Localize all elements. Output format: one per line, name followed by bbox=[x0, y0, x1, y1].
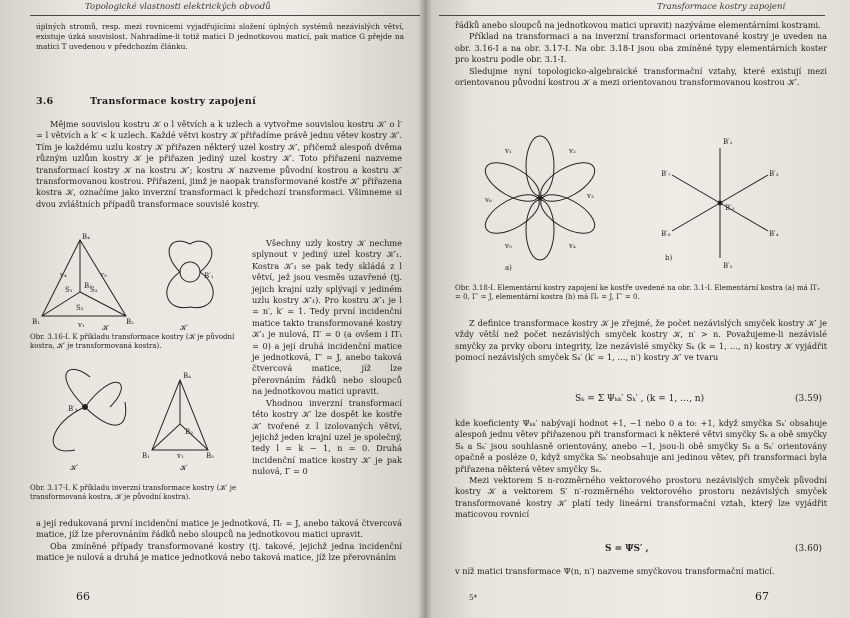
right-top-text bbox=[455, 20, 827, 88]
right-para-7: v níž matici transformace Ψ(n, n′) nazveme smyčkovou transformační maticí. bbox=[455, 566, 775, 576]
book-gutter bbox=[418, 0, 432, 618]
fig1-b2: B₂ bbox=[126, 318, 134, 326]
paragraph: Z definice transformace kostry 𝒦 je zřejmé, že počet nezávislých smyček kostry 𝒦′ je vždy větší než počet nezávislých smyček kostry 𝒦, n′ > n. Považujeme-li nezávislé smyčky za prvky oboru integrity, lze nezávislé smyčky Sₖ (k = 1, …, n) kostry 𝒦 vyjádřit pomocí nezávislých smyček Sₖ′ (k′ = 1, …, n′) kostry 𝒦′ ve tvaru bbox=[455, 318, 827, 363]
left-para-2 bbox=[252, 238, 402, 478]
left-para-1 bbox=[36, 119, 402, 210]
fig3-b3: B′₃ bbox=[769, 170, 779, 178]
equation-3-60-number: (3.60) bbox=[795, 544, 823, 554]
left-top-text: úplných stromů, resp. mezi rovnicemi vyjadřujícími složení úplných systémů nezávislých větví, existuje úzká souvislost. Nahradíme-li totiž matici D jednotkovou maticí, pak matice G přejde na matici T uvedenou v předchozím článku. bbox=[36, 22, 404, 51]
section-title: Transformace kostry zapojení bbox=[90, 96, 256, 107]
right-page-number: 67 bbox=[755, 590, 769, 603]
fig2-b2: B₂ bbox=[206, 452, 214, 460]
equation-3-59-number: (3.59) bbox=[795, 394, 823, 404]
fig3-b2: B′₂ bbox=[723, 138, 733, 146]
left-bottom-text bbox=[36, 518, 402, 564]
fig2-kp: 𝒦′ bbox=[70, 464, 79, 472]
right-page bbox=[425, 0, 850, 618]
fig3-b5: B′₅ bbox=[723, 262, 733, 270]
fig1-v4: v₄ bbox=[60, 271, 67, 279]
fig1-s2: S₂ bbox=[76, 304, 84, 312]
paragraph: řádků anebo sloupců na jednotkovou matici upravit) nazýváme elementárními kostrami. bbox=[455, 20, 821, 30]
fig3-v6: v₆ bbox=[485, 196, 492, 204]
right-para-5 bbox=[455, 418, 827, 521]
fig1-s1: S₁ bbox=[65, 286, 73, 294]
fig3-b1: B′₁ bbox=[725, 204, 735, 212]
right-head-rule bbox=[439, 15, 825, 16]
paragraph: a její redukovaná první incidenční matice je jednotková, Πᵣ = J, anebo taková čtvercová matice, jíž lze přerovnáním řádků nebo sloupců na jednotkovou matici upravit. bbox=[36, 518, 402, 540]
fig2-v1: v₁ bbox=[177, 452, 184, 460]
star-graph bbox=[672, 148, 768, 258]
fig3-a: a) bbox=[505, 264, 512, 272]
paragraph: Příklad na transformaci a na inverzní transformaci orientované kostry je uveden na obr. 3.16-I a na obr. 3.17-I. Na obr. 3.18-I jsou oba zmíněné typy elementárních koster pro kostru podle obr. 3.1-I. bbox=[455, 31, 827, 65]
fig1-b1: B₁ bbox=[32, 318, 40, 326]
paragraph: Mějme souvislou kostru 𝒦 o l větvích a k uzlech a vytvořme souvislou kostru 𝒦′ o l′ = l větvích a k′ < k uzlech. Každé větvi kostry 𝒦 přiřadíme právě jednu větev kostry 𝒦′. Tím je každému uzlu kostry 𝒦 přiřazen některý uzel kostry 𝒦′, přičemž alespoň dvěma různým uzlům kostry 𝒦 je přiřazen jediný uzel kostry 𝒦′. Toto přiřazení nazveme transformací kostry 𝒦 na kostru 𝒦′; kostru 𝒦 nazveme původní kostrou a kostru 𝒦′ transformovanou kostrou. Přiřazení, jimž je naopak transformované kostře 𝒦′ přiřazena kostra 𝒦, označíme jako inverzní transformaci k předchozí transformaci. Všimneme si dvou zvláštních případů transformace souvislé kostry. bbox=[36, 119, 402, 209]
fig3-v4: v₄ bbox=[569, 242, 576, 250]
equation-3-60: S = ΨS′ , bbox=[605, 544, 649, 554]
figure-3-17 bbox=[30, 362, 230, 480]
left-page-number: 66 bbox=[76, 590, 90, 603]
paragraph: Vhodnou inverzní transformací této kostry 𝒦′ lze dospět ke kostře 𝒦′ tvořené z l izolovaných větví, jejichž jeden krajní uzel je společný, tedy l = k − 1, n = 0. Druhá incidenční matice kostry 𝒦′ je pak nulová, Γ = 0 bbox=[252, 397, 402, 477]
fig3-v5: v₅ bbox=[505, 242, 512, 250]
section-number: 3.6 bbox=[36, 96, 54, 107]
left-running-head: Topologické vlastnosti elektrických obvodů bbox=[85, 2, 271, 12]
fig1-s3: S₃ bbox=[90, 286, 98, 294]
fig1-kp: 𝒦′ bbox=[180, 324, 189, 332]
equation-3-59: Sₖ = Σ Ψₖₖ′ Sₖ′ , (k = 1, …, n) bbox=[575, 394, 705, 404]
fig1-v5: v₅ bbox=[100, 271, 107, 279]
fig3-v1: v₁ bbox=[505, 147, 512, 155]
fig3-b4: B′₄ bbox=[769, 230, 779, 238]
paragraph: Sledujme nyní topologicko-algebraické transformační vztahy, které existují mezi orientovanou původní kostrou 𝒦 a mezi orientovanou transformovanou kostrou 𝒦′. bbox=[455, 65, 827, 88]
fig3-b6: B′₆ bbox=[661, 230, 671, 238]
footer-mark: 5* bbox=[469, 594, 477, 602]
paragraph: kde koeficienty Ψₖₖ′ nabývají hodnot +1, −1 nebo 0 a to: +1, když smyčka Sₖ′ obsahuje alespoň jednu větev přiřazenou při transformaci k některé větvi smyčky Sₖ a obě smyčky Sₖ a Sₖ′ jsou souhlasně orientovány, anebo −1, jsou-li obě smyčky Sₖ a Sₖ′ orientovány opačně a posléze 0, když smyčka Sₖ′ neobsahuje ani jedinou větev, při transformaci byla přiřazena některá větev smyčky Sₖ. bbox=[455, 418, 827, 474]
fig3-caption: Obr. 3.18-I. Elementární kostry zapojení ke kostře uvedené na obr. 3.1-I. Elementární kostra (a) má Π′ᵣ = 0, Γ′ = J, elementární kostra (b) má Πᵣ = J, Γ′ = 0. bbox=[455, 284, 821, 301]
triangle-k bbox=[42, 240, 126, 316]
fig3-b7: B′₇ bbox=[661, 170, 671, 178]
fig1-b3: B₃ bbox=[84, 282, 92, 290]
fig1-b4: B₄ bbox=[82, 233, 90, 241]
fig2-caption: Obr. 3.17-I. K příkladu inverzní transformace kostry (𝒦′ je transformovaná kostra, 𝒦 je původní kostra). bbox=[30, 484, 237, 501]
left-head-rule bbox=[30, 15, 420, 16]
fig3-v2: v₂ bbox=[569, 147, 576, 155]
figure-3-18 bbox=[465, 128, 815, 278]
fig2-bp: B′₁ bbox=[68, 405, 78, 413]
fig3-v3: v₃ bbox=[587, 192, 594, 200]
right-running-head: Transformace kostry zapojení bbox=[657, 2, 786, 12]
paragraph: Všechny uzly kostry 𝒦 nechme splynout v jediný uzel kostry 𝒦′₁. Kostra 𝒦′₁ se pak tedy skládá z l větví, jež jsou vesměs uzavřené (tj. jejich krajní uzly splývají v jediném uzlu kostry 𝒦′₁). Pro kostru 𝒦′₁ je l = n′, k′ = 1. Tedy první incidenční matice takto transformované kostry 𝒦′₁ je nulová, Π′ = 0 (a ovšem i Π′ₜ = 0) a její druhá incidenční matice je jednotková, Γ′ = J, anebo taková čtvercová matice, jíž lze přerovnáním řádků nebo sloupců na jednotkovou matici upravit. bbox=[252, 238, 402, 397]
fig1-v1: v₁ bbox=[78, 321, 85, 329]
paragraph: Mezi vektorem S n-rozměrného vektorového prostoru nezávislých smyček původní kostry 𝒦 a vektorem S′ n′-rozměrného vektorového prostoru nezávislých smyček transformované kostry 𝒦′ platí tedy lineární transformační vztah, který lze vyjádřit maticovou rovnicí bbox=[455, 475, 827, 520]
flower-graph bbox=[479, 136, 600, 260]
fig2-b1: B₁ bbox=[142, 452, 150, 460]
fig2-b4: B₄ bbox=[183, 372, 191, 380]
figure-3-16 bbox=[30, 232, 230, 332]
fig1-caption: Obr. 3.16-I. K příkladu transformace kostry (𝒦 je původní kostra, 𝒦′ je transformovaná kostra). bbox=[30, 333, 235, 350]
fig2-b3: B₃ bbox=[185, 428, 193, 436]
right-para-4 bbox=[455, 318, 827, 364]
fig3-b: b) bbox=[665, 254, 673, 262]
paragraph: Oba zmíněné případy transformované kostry (tj. takové, jejichž jedna incidenční matice je nulová a druhá je matice jednotková nebo taková matice, jíž lze přerovnáním bbox=[36, 540, 402, 563]
fig2-k: 𝒦 bbox=[180, 464, 187, 472]
fig1-bp: B′₁ bbox=[204, 272, 214, 280]
fig1-k: 𝒦 bbox=[102, 324, 109, 332]
